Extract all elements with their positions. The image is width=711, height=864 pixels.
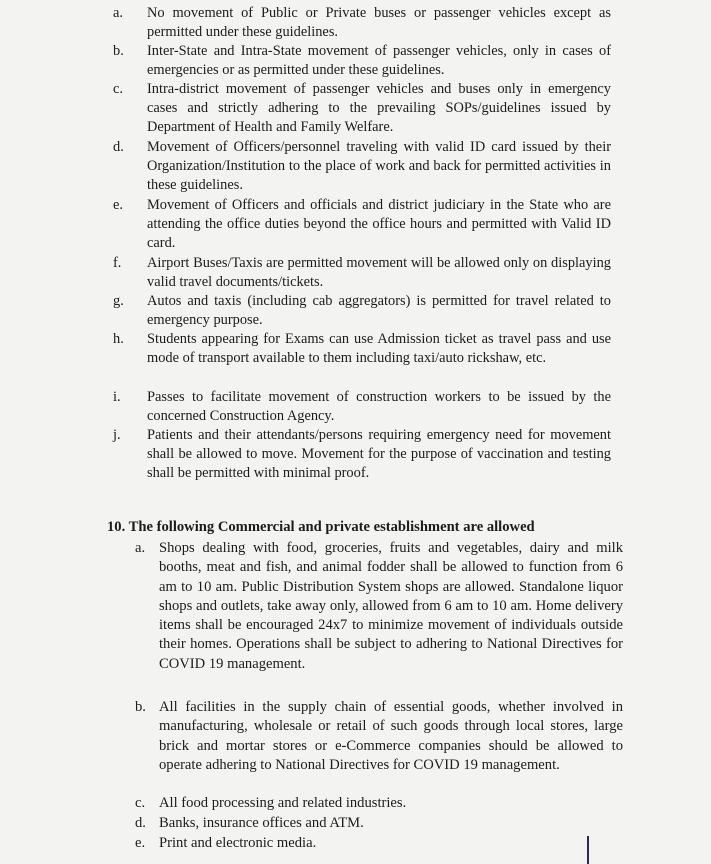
list-marker: d. [135, 815, 146, 831]
list-text: Shops dealing with food, groceries, fruits and vegetables, dairy and milk booths, meat and fish, and animal fodder shall be allowed to function from 6 am to 10 am. Public Distribution System shops are allowed. Standalone liquor shops and outlets, take away only, allowed from 6 am to 10 am. Home delivery items shall be encouraged 24x7 to minimize movement of individuals outside their homes. Operations shall be subject to adhering to National Directives for COVID 19 management. [159, 540, 623, 672]
list-text: Movement of Officers and officials and district judiciary in the State who are attending the office duties beyond the office hours and permitted with Valid ID card. [147, 197, 611, 251]
list-text: Movement of Officers/personnel traveling with valid ID card issued by their Organization/Institution to the place of work and back for permitted activities in these guidelines. [147, 139, 611, 193]
list-marker: a. [135, 540, 146, 556]
list-marker: a. [113, 5, 123, 21]
list-item [113, 426, 613, 482]
list-text: Airport Buses/Taxis are permitted movement will be allowed only on displaying valid travel documents/tickets. [147, 255, 611, 290]
list-text: Intra-district movement of passenger vehicles and buses only in emergency cases and strictly adhering to the prevailing SOPs/guidelines issued by Department of Health and Family Welfare. [147, 81, 611, 135]
list-text: Patients and their attendants/persons requiring emergency need for movement shall be allowed to move. Movement for the purpose of vaccination and testing shall be permitted with minimal proof. [147, 427, 611, 481]
list-item [113, 254, 613, 292]
list-text: Autos and taxis (including cab aggregators) is permitted for travel related to emergency purpose. [147, 293, 611, 328]
list-text: Students appearing for Exams can use Admission ticket as travel pass and use mode of transport available to them including taxi/auto rickshaw, etc. [147, 331, 611, 366]
list-item [135, 834, 623, 853]
list-item [135, 814, 623, 833]
list-item [135, 698, 623, 775]
list-item [113, 80, 613, 136]
list-item [113, 388, 613, 426]
list-text: Inter-State and Intra-State movement of passenger vehicles, only in cases of emergencies or as permitted under these guidelines. [147, 43, 611, 78]
list-marker: c. [113, 81, 123, 97]
list-marker: d. [113, 139, 124, 155]
list-text: No movement of Public or Private buses or passenger vehicles except as permitted under these guidelines. [147, 5, 611, 40]
list-item [113, 330, 613, 368]
list-marker: b. [113, 43, 124, 59]
list-item [113, 4, 613, 42]
list-item [113, 42, 613, 80]
list-item [113, 196, 613, 252]
list-marker: g. [113, 293, 124, 309]
list-marker: c. [135, 795, 146, 811]
list-text: Print and electronic media. [159, 835, 317, 851]
list-text: All facilities in the supply chain of essential goods, whether involved in manufacturing, wholesale or retail of such goods through local stores, large brick and mortar stores or e-Commerce companies should be allowed to operate adhering to National Directives for COVID 19 management. [159, 699, 623, 773]
list-text: All food processing and related industries. [159, 795, 407, 811]
section-heading: 10. The following Commercial and private establishment are allowed [107, 519, 535, 535]
list-marker: f. [113, 255, 122, 271]
list-marker: e. [113, 197, 123, 213]
list-marker: e. [135, 835, 146, 851]
list-item [113, 138, 613, 194]
list-text: Passes to facilitate movement of construction workers to be issued by the concerned Construction Agency. [147, 389, 611, 424]
list-item [113, 292, 613, 330]
list-marker: b. [135, 699, 146, 715]
list-item [135, 794, 623, 813]
list-marker: h. [113, 331, 124, 347]
list-text: Banks, insurance offices and ATM. [159, 815, 364, 831]
list-marker: i. [113, 389, 121, 405]
pen-mark [587, 836, 589, 864]
list-item [135, 539, 623, 674]
list-marker: j. [113, 427, 121, 443]
